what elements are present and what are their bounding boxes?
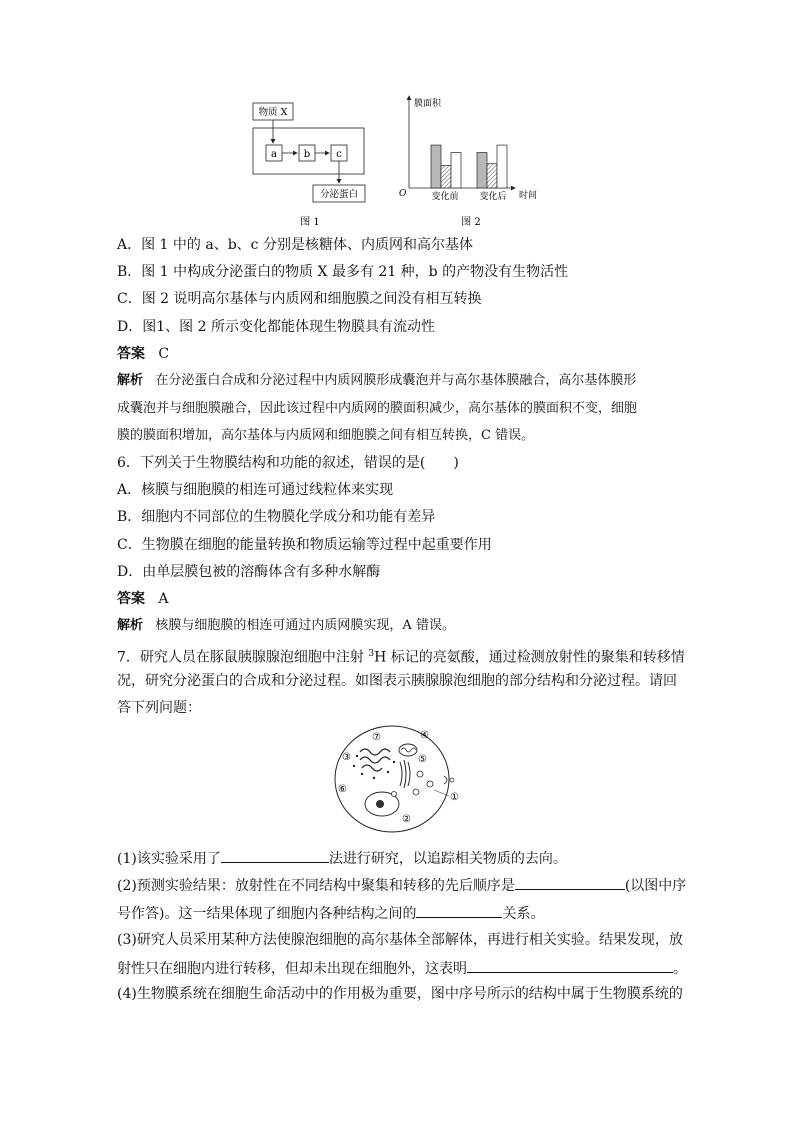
answer-label: 答案 [117, 346, 145, 362]
answer-label: 答案 [117, 591, 145, 607]
category-label-after: 变化后 [479, 192, 507, 202]
text: 。 [673, 961, 687, 977]
substance-x-label: 物质 X [258, 107, 288, 118]
q5-analysis-line-1 [117, 372, 636, 390]
q7-stem-part: H 标记的亮氨酸，通过检测放射性的聚集和转移情 [374, 649, 685, 666]
cell-membrane [335, 726, 449, 832]
q5-answer [117, 345, 169, 363]
q6-option-c: C．生物膜在细胞的能量转换和物质运输等过程中起重要作用 [117, 537, 492, 553]
answer-value: C [158, 346, 170, 362]
label-2: ② [402, 814, 411, 825]
q6-answer [117, 590, 168, 608]
label-5: ⑤ [418, 754, 427, 765]
text: 法进行研究，以追踪相关物质的去向。 [328, 851, 567, 867]
q7-sub-3b [117, 958, 687, 978]
q7-stem-line-1 [117, 645, 685, 667]
q6-option-b: B．细胞内不同部位的生物膜化学成分和功能有差异 [117, 509, 436, 525]
node-a-label: a [271, 149, 277, 160]
analysis-text: 核膜与细胞膜的相连可通过内质网膜实现，A 错误。 [155, 618, 455, 633]
q7-stem-part: 7．研究人员在豚鼠胰腺腺泡细胞中注射 [117, 649, 369, 666]
q6-option-d: D．由单层膜包被的溶酶体含有多种水解酶 [117, 564, 381, 580]
label-7: ⑦ [372, 732, 381, 743]
origin-label: O [399, 189, 407, 199]
q6-analysis [117, 617, 455, 635]
label-1: ① [450, 792, 459, 803]
label-6: ⑥ [338, 784, 347, 795]
label-4: ④ [420, 730, 429, 741]
node-c-label: c [336, 149, 342, 160]
pancreatic-cell-diagram [330, 722, 465, 837]
figure-2-caption: 图 2 [461, 217, 481, 228]
text: 关系。 [502, 906, 545, 922]
fill-blank-1[interactable] [221, 848, 329, 863]
q7-stem-line-3: 答下列问题： [117, 700, 201, 716]
fill-blank-4[interactable] [467, 958, 673, 973]
q7-stem-line-2: 况，研究分泌蛋白的合成和分泌过程。如图表示胰腺腺泡细胞的部分结构和分泌过程。请回 [117, 673, 677, 689]
q7-sub-1 [117, 848, 567, 868]
bar-before-series-3 [451, 153, 461, 188]
y-axis-label: 膜面积 [414, 99, 442, 109]
secretory-protein-label: 分泌蛋白 [319, 189, 359, 200]
q7-sub-2 [117, 875, 686, 895]
text: (2)预测实验结果：放射性在不同结构中聚集和转移的先后顺序是 [117, 878, 515, 894]
answer-value: A [158, 591, 169, 607]
bar-before-series-1 [431, 145, 441, 188]
x-axis-label: 时间 [519, 191, 538, 201]
mitochondrion [399, 744, 417, 756]
text: 号作答)。这一结果体现了细胞内各种结构之间的 [117, 906, 417, 922]
q5-option-b: B．图 1 中构成分泌蛋白的物质 X 最多有 21 种，b 的产物没有生物活性 [117, 264, 569, 280]
nucleolus [376, 800, 384, 808]
figure-1-diagram [245, 95, 375, 235]
text: (1)该实验采用了 [117, 851, 221, 867]
analysis-text: 在分泌蛋白合成和分泌过程中内质网膜形成囊泡并与高尔基体膜融合，高尔基体膜形 [155, 373, 637, 388]
q5-analysis-line-3: 膜的膜面积增加，高尔基体与内质网和细胞膜之间有相互转换，C 错误。 [117, 428, 535, 443]
q7-sub-4: (4)生物膜系统在细胞生命活动中的作用极为重要，图中序号所示的结构中属于生物膜系统的 [117, 986, 683, 1002]
bar-after-series-1 [477, 153, 487, 188]
bar-before-series-2 [441, 166, 451, 188]
q5-option-a: A．图 1 中的 a、b、c 分别是核糖体、内质网和高尔基体 [117, 237, 473, 253]
text: 射性只在细胞内进行转移，但却未出现在细胞外，这表明 [117, 961, 467, 977]
bar-after-series-2 [487, 164, 497, 188]
bar-after-series-3 [497, 145, 507, 188]
label-3: ③ [342, 752, 351, 763]
q6-stem: 6．下列关于生物膜结构和功能的叙述，错误的是( ) [117, 455, 459, 471]
analysis-label: 解析 [117, 373, 144, 388]
superscript-3: 3 [368, 649, 375, 659]
q6-option-a: A．核膜与细胞膜的相连可通过线粒体来实现 [117, 482, 394, 498]
analysis-label: 解析 [117, 618, 144, 633]
category-label-before: 变化前 [431, 192, 459, 202]
fill-blank-3[interactable] [416, 903, 502, 918]
q7-sub-2b [117, 903, 544, 923]
text: (以图中序 [624, 878, 687, 894]
figure-1-caption: 图 1 [300, 217, 320, 228]
q7-sub-3a: (3)研究人员采用某种方法使腺泡细胞的高尔基体全部解体，再进行相关实验。结果发现，放 [117, 932, 683, 948]
q5-option-c: C．图 2 说明高尔基体与内质网和细胞膜之间没有相互转换 [117, 291, 482, 307]
node-b-label: b [303, 149, 311, 160]
figure-2-chart [395, 88, 555, 233]
q5-analysis-line-2: 成囊泡并与细胞膜融合，因此该过程中内质网的膜面积减少，高尔基体的膜面积不变，细胞 [117, 401, 638, 416]
q5-option-d: D．图1、图 2 所示变化都能体现生物膜具有流动性 [117, 319, 435, 335]
fill-blank-2[interactable] [515, 875, 625, 890]
